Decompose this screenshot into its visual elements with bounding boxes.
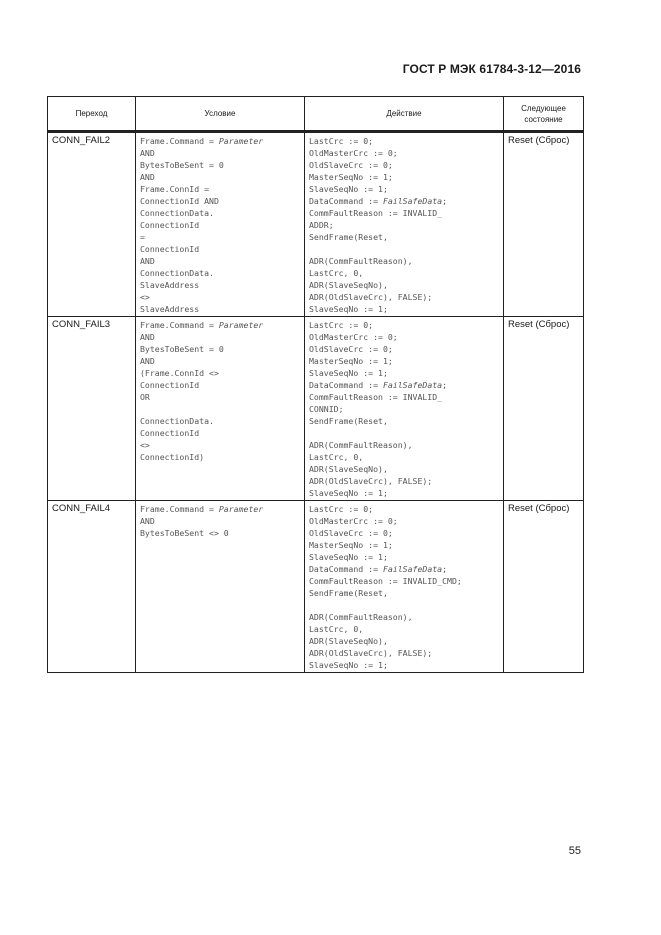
- action-line: [309, 303, 499, 315]
- action-line: [309, 159, 499, 171]
- action-line-text: OldMasterCrc := 0;: [309, 148, 398, 158]
- action-line-text: OldSlaveCrc := 0;: [309, 528, 393, 538]
- action-line-text: MasterSeqNo := 1;: [309, 540, 393, 550]
- action-line: [309, 279, 499, 291]
- condition-line: [140, 291, 300, 303]
- condition-line: [140, 219, 300, 231]
- condition-line: [140, 135, 300, 147]
- table-row: [48, 317, 584, 501]
- action-line-text: SendFrame(Reset,: [309, 232, 388, 242]
- condition-line-text: Frame.Command =: [140, 320, 219, 330]
- condition-line-text: ConnectionId: [140, 220, 200, 230]
- action-line-text: LastCrc, 0,: [309, 452, 364, 462]
- condition-line: [140, 171, 300, 183]
- page-number: 55: [568, 845, 581, 857]
- condition-line-text: AND: [140, 516, 155, 526]
- condition-cell: [136, 132, 305, 317]
- condition-line-text: OR: [140, 392, 150, 402]
- action-line: [309, 183, 499, 195]
- action-line: [309, 219, 499, 231]
- condition-line-text: AND: [140, 172, 155, 182]
- condition-line-text: ConnectionId: [140, 380, 200, 390]
- condition-line: [140, 503, 300, 515]
- action-line: [309, 563, 499, 575]
- action-line: [309, 635, 499, 647]
- condition-line: [140, 207, 300, 219]
- action-line-text: SlaveSeqNo := 1;: [309, 488, 388, 498]
- action-line-text: SlaveSeqNo := 1;: [309, 552, 388, 562]
- action-line: [309, 135, 499, 147]
- condition-line: [140, 279, 300, 291]
- action-line-text: OldSlaveCrc := 0;: [309, 344, 393, 354]
- action-line: [309, 319, 499, 331]
- action-line-text: DataCommand :=: [309, 564, 383, 574]
- condition-line: [140, 415, 300, 427]
- action-line-text: LastCrc := 0;: [309, 136, 374, 146]
- action-cell: [305, 501, 504, 673]
- condition-line: [140, 439, 300, 451]
- next-state-cell: Reset (Сброс): [504, 501, 584, 673]
- transition-name-cell: CONN_FAIL2: [48, 132, 136, 317]
- action-line-text: CommFaultReason := INVALID_: [309, 392, 443, 402]
- column-header-transition: Переход: [48, 97, 136, 132]
- column-header-next-state-line2: состояние: [524, 114, 563, 124]
- condition-line: [140, 391, 300, 403]
- condition-line-text: ConnectionData.: [140, 208, 214, 218]
- action-line: [309, 195, 499, 207]
- condition-line: [140, 427, 300, 439]
- condition-line-text: SlaveAddress: [140, 304, 200, 314]
- action-line-text: CONNID;: [309, 404, 344, 414]
- action-line-text: ADR(CommFaultReason),: [309, 612, 413, 622]
- condition-line-emphasis: Parameter: [218, 504, 264, 514]
- action-line-text: OldMasterCrc := 0;: [309, 516, 398, 526]
- action-line: [309, 231, 499, 243]
- table-header-row: [48, 97, 584, 132]
- transition-name-cell: CONN_FAIL3: [48, 317, 136, 501]
- condition-line-text: BytesToBeSent <> 0: [140, 528, 229, 538]
- action-cell: [305, 132, 504, 317]
- condition-line: [140, 147, 300, 159]
- condition-line-text: ConnectionData.: [140, 268, 214, 278]
- condition-line: [140, 243, 300, 255]
- condition-line-text: ConnectionId: [140, 244, 200, 254]
- transition-table: [47, 96, 584, 673]
- action-line: [309, 587, 499, 599]
- action-line-text: MasterSeqNo := 1;: [309, 356, 393, 366]
- action-line-text: MasterSeqNo := 1;: [309, 172, 393, 182]
- action-line-emphasis: FailSafeData: [382, 380, 443, 390]
- condition-line: [140, 451, 300, 463]
- condition-cell: [136, 501, 305, 673]
- action-line-text: LastCrc := 0;: [309, 504, 374, 514]
- condition-line: [140, 403, 300, 415]
- column-header-action: Действие: [305, 97, 504, 132]
- condition-line-emphasis: Parameter: [218, 136, 264, 146]
- action-cell: [305, 317, 504, 501]
- condition-line: [140, 515, 300, 527]
- action-line-text: SlaveSeqNo := 1;: [309, 368, 388, 378]
- action-line: [309, 611, 499, 623]
- action-line: [309, 403, 499, 415]
- action-line-text: ADR(CommFaultReason),: [309, 440, 413, 450]
- action-line: [309, 379, 499, 391]
- condition-line-text: AND: [140, 256, 155, 266]
- action-line-emphasis: FailSafeData: [382, 196, 443, 206]
- action-line-text: SlaveSeqNo := 1;: [309, 660, 388, 670]
- action-line-text: LastCrc, 0,: [309, 268, 364, 278]
- action-line: [309, 331, 499, 343]
- table-row: [48, 501, 584, 673]
- action-line: [309, 367, 499, 379]
- condition-line: [140, 379, 300, 391]
- action-line: [309, 391, 499, 403]
- action-line: [309, 451, 499, 463]
- condition-line-text: BytesToBeSent = 0: [140, 160, 224, 170]
- condition-line-text: Frame.Command =: [140, 504, 219, 514]
- action-line-emphasis: FailSafeData: [382, 564, 443, 574]
- condition-line-text: =: [140, 232, 145, 242]
- action-line: [309, 171, 499, 183]
- condition-line-text: ConnectionId: [140, 428, 200, 438]
- action-line: [309, 659, 499, 671]
- condition-line-text: BytesToBeSent = 0: [140, 344, 224, 354]
- condition-line-text: SlaveAddress: [140, 280, 200, 290]
- action-line: [309, 551, 499, 563]
- action-line-text: ADR(CommFaultReason),: [309, 256, 413, 266]
- condition-line: [140, 255, 300, 267]
- condition-line: [140, 267, 300, 279]
- condition-line: [140, 195, 300, 207]
- column-header-condition: Условие: [136, 97, 305, 132]
- condition-line: [140, 231, 300, 243]
- action-line: [309, 623, 499, 635]
- action-line: [309, 255, 499, 267]
- action-line-text: LastCrc := 0;: [309, 320, 374, 330]
- condition-line-text: ConnectionId AND: [140, 196, 219, 206]
- condition-line-text: ConnectionId): [140, 452, 205, 462]
- action-line-suffix: ;: [442, 196, 448, 206]
- action-line: [309, 355, 499, 367]
- action-line: [309, 243, 499, 255]
- action-line: [309, 527, 499, 539]
- next-state-cell: Reset (Сброс): [504, 317, 584, 501]
- action-line-text: DataCommand :=: [309, 380, 383, 390]
- action-line: [309, 427, 499, 439]
- condition-line-text: <>: [140, 440, 150, 450]
- action-line-text: OldMasterCrc := 0;: [309, 332, 398, 342]
- action-line-text: ADR(SlaveSeqNo),: [309, 464, 388, 474]
- action-line: [309, 343, 499, 355]
- condition-line: [140, 319, 300, 331]
- action-line: [309, 291, 499, 303]
- action-line: [309, 267, 499, 279]
- action-line: [309, 575, 499, 587]
- condition-line-emphasis: Parameter: [218, 320, 264, 330]
- action-line-text: ADR(OldSlaveCrc), FALSE);: [309, 648, 433, 658]
- condition-line: [140, 183, 300, 195]
- condition-line-text: ConnectionData.: [140, 416, 214, 426]
- next-state-cell: Reset (Сброс): [504, 132, 584, 317]
- action-line-text: SendFrame(Reset,: [309, 588, 388, 598]
- action-line-text: ADR(OldSlaveCrc), FALSE);: [309, 292, 433, 302]
- condition-line: [140, 159, 300, 171]
- action-line: [309, 487, 499, 499]
- condition-line-text: Frame.ConnId =: [140, 184, 210, 194]
- action-line: [309, 503, 499, 515]
- condition-line: [140, 355, 300, 367]
- column-header-next-state: [504, 97, 584, 132]
- condition-line-text: AND: [140, 148, 155, 158]
- action-line-suffix: ;: [442, 380, 448, 390]
- action-line-text: ADR(OldSlaveCrc), FALSE);: [309, 476, 433, 486]
- action-line-text: ADDR;: [309, 220, 334, 230]
- action-line-text: SlaveSeqNo := 1;: [309, 304, 388, 314]
- condition-line-text: AND: [140, 356, 155, 366]
- condition-line: [140, 303, 300, 315]
- transition-name-cell: CONN_FAIL4: [48, 501, 136, 673]
- condition-line: [140, 367, 300, 379]
- action-line-text: SlaveSeqNo := 1;: [309, 184, 388, 194]
- action-line: [309, 539, 499, 551]
- table-row: [48, 132, 584, 317]
- action-line-text: ADR(SlaveSeqNo),: [309, 636, 388, 646]
- condition-line-text: <>: [140, 292, 150, 302]
- action-line-suffix: ;: [442, 564, 448, 574]
- action-line: [309, 207, 499, 219]
- action-line: [309, 475, 499, 487]
- action-line: [309, 647, 499, 659]
- action-line-text: OldSlaveCrc := 0;: [309, 160, 393, 170]
- action-line: [309, 415, 499, 427]
- action-line: [309, 515, 499, 527]
- condition-line-text: Frame.Command =: [140, 136, 219, 146]
- action-line: [309, 439, 499, 451]
- action-line-text: CommFaultReason := INVALID_: [309, 208, 443, 218]
- condition-line: [140, 527, 300, 539]
- condition-line: [140, 331, 300, 343]
- condition-cell: [136, 317, 305, 501]
- action-line-text: ADR(SlaveSeqNo),: [309, 280, 388, 290]
- condition-line: [140, 343, 300, 355]
- action-line-text: LastCrc, 0,: [309, 624, 364, 634]
- action-line-text: CommFaultReason := INVALID_CMD;: [309, 576, 462, 586]
- action-line: [309, 463, 499, 475]
- action-line: [309, 147, 499, 159]
- document-standard-header: ГОСТ Р МЭК 61784-3-12—2016: [402, 62, 581, 76]
- condition-line-text: AND: [140, 332, 155, 342]
- action-line: [309, 599, 499, 611]
- action-line-text: DataCommand :=: [309, 196, 383, 206]
- condition-line-text: (Frame.ConnId <>: [140, 368, 219, 378]
- action-line-text: SendFrame(Reset,: [309, 416, 388, 426]
- column-header-next-state-line1: Следующее: [521, 103, 566, 113]
